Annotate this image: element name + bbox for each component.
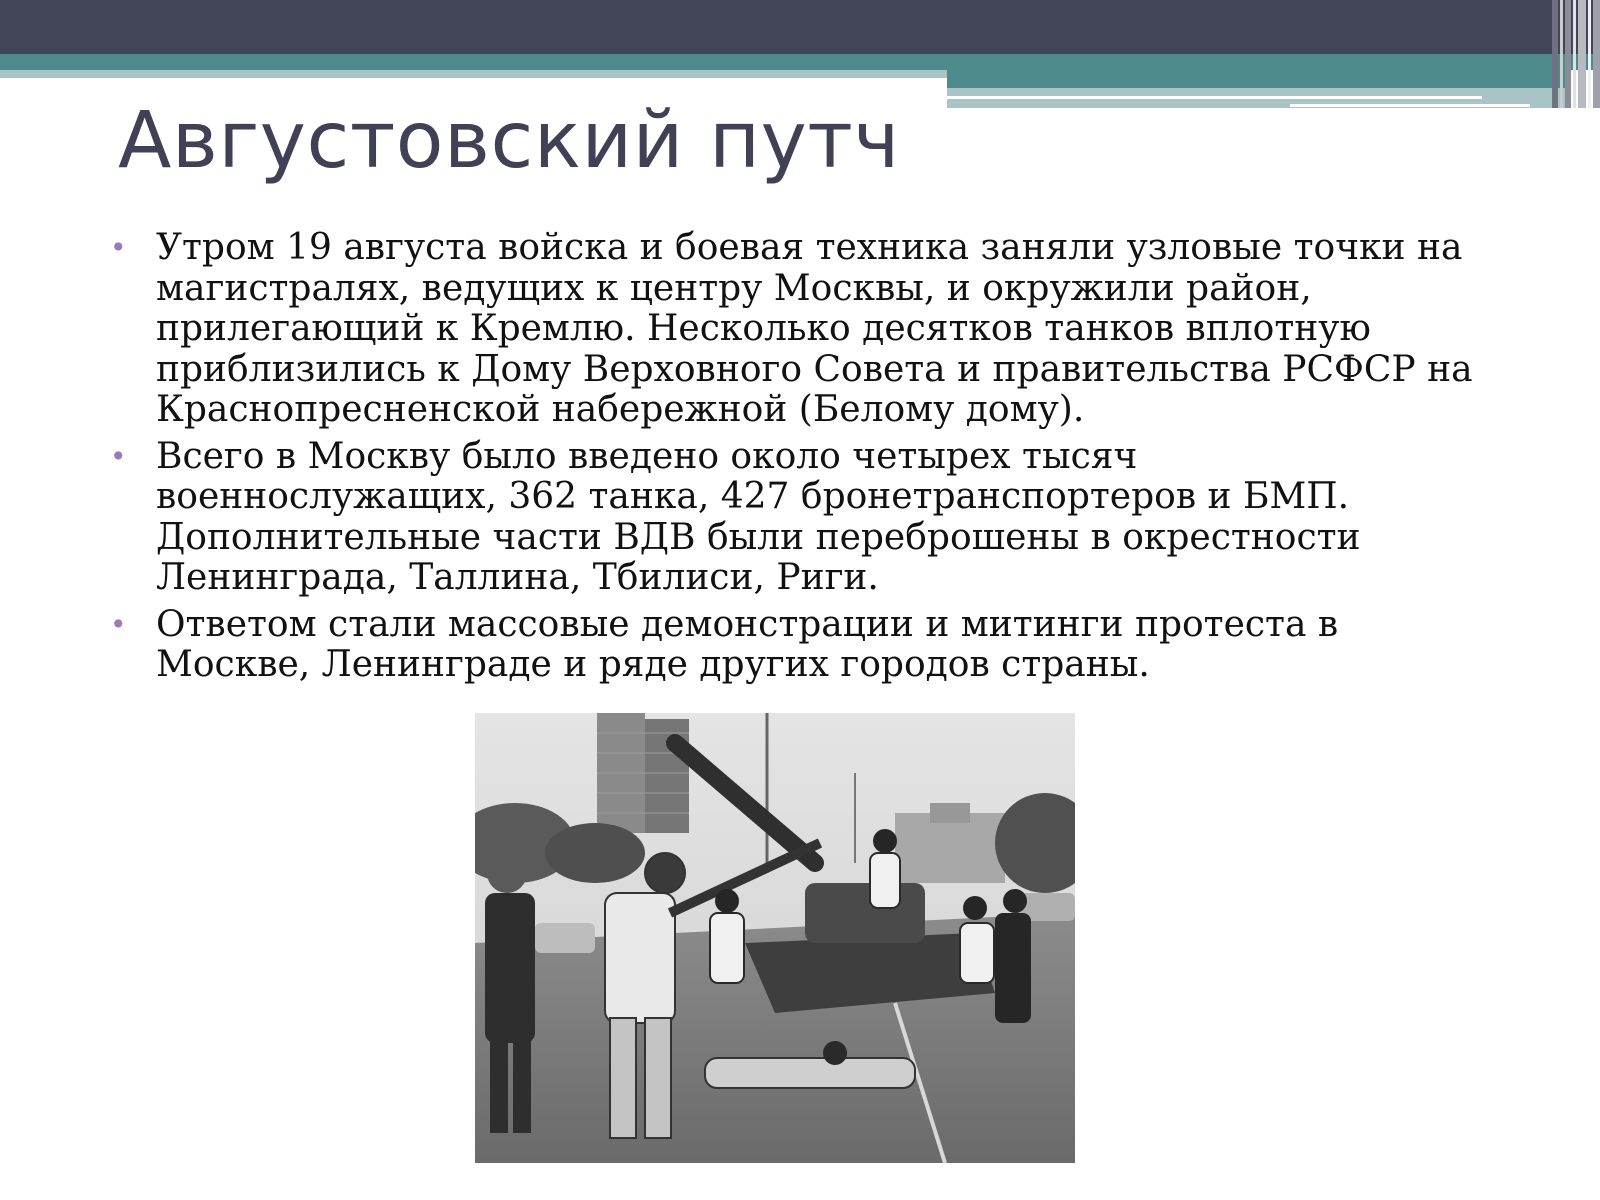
bullet-item	[108, 228, 1488, 431]
header-band-teal	[0, 54, 1600, 70]
bullet-dot: •	[110, 231, 127, 264]
header-band-teal-right	[947, 70, 1567, 88]
bullet-text: Ответом стали массовые демонстрации и митинги протеста в Москве, Ленинграде и ряде других городов страны.	[156, 603, 1339, 685]
header-divider-line	[947, 96, 1482, 99]
header-band-light	[0, 70, 947, 78]
bullet-item	[108, 605, 1488, 686]
bullet-text: Всего в Москву было введено около четырех тысяч военнослужащих, 362 танка, 427 бронетранспортеров и БМП. Дополнительные части ВДВ были переброшены в окрестности Ленинграда, Таллина, Тбилиси, Риги.	[156, 435, 1361, 598]
header-band-dark	[0, 0, 1600, 54]
bullet-text: Утром 19 августа войска и боевая техника заняли узловые точки на магистралях, ведущих к центру Москвы, и окружили район, прилегающий к Кремлю. Несколько десятков танков вплотную приблизились к Дому Верховного Совета и правительства РСФСР на Краснопресненской набережной (Белому дому).	[156, 227, 1473, 430]
slide-title: Августовский путч	[118, 96, 900, 186]
photo-tank-crowd-icon	[475, 713, 1075, 1163]
bullet-item	[108, 437, 1488, 599]
bullet-dot: •	[110, 439, 127, 473]
bullet-dot: •	[110, 607, 127, 641]
header-divider-line-short	[1290, 104, 1530, 107]
bullet-list	[108, 228, 1488, 692]
header-corner-stripes	[1552, 0, 1600, 108]
